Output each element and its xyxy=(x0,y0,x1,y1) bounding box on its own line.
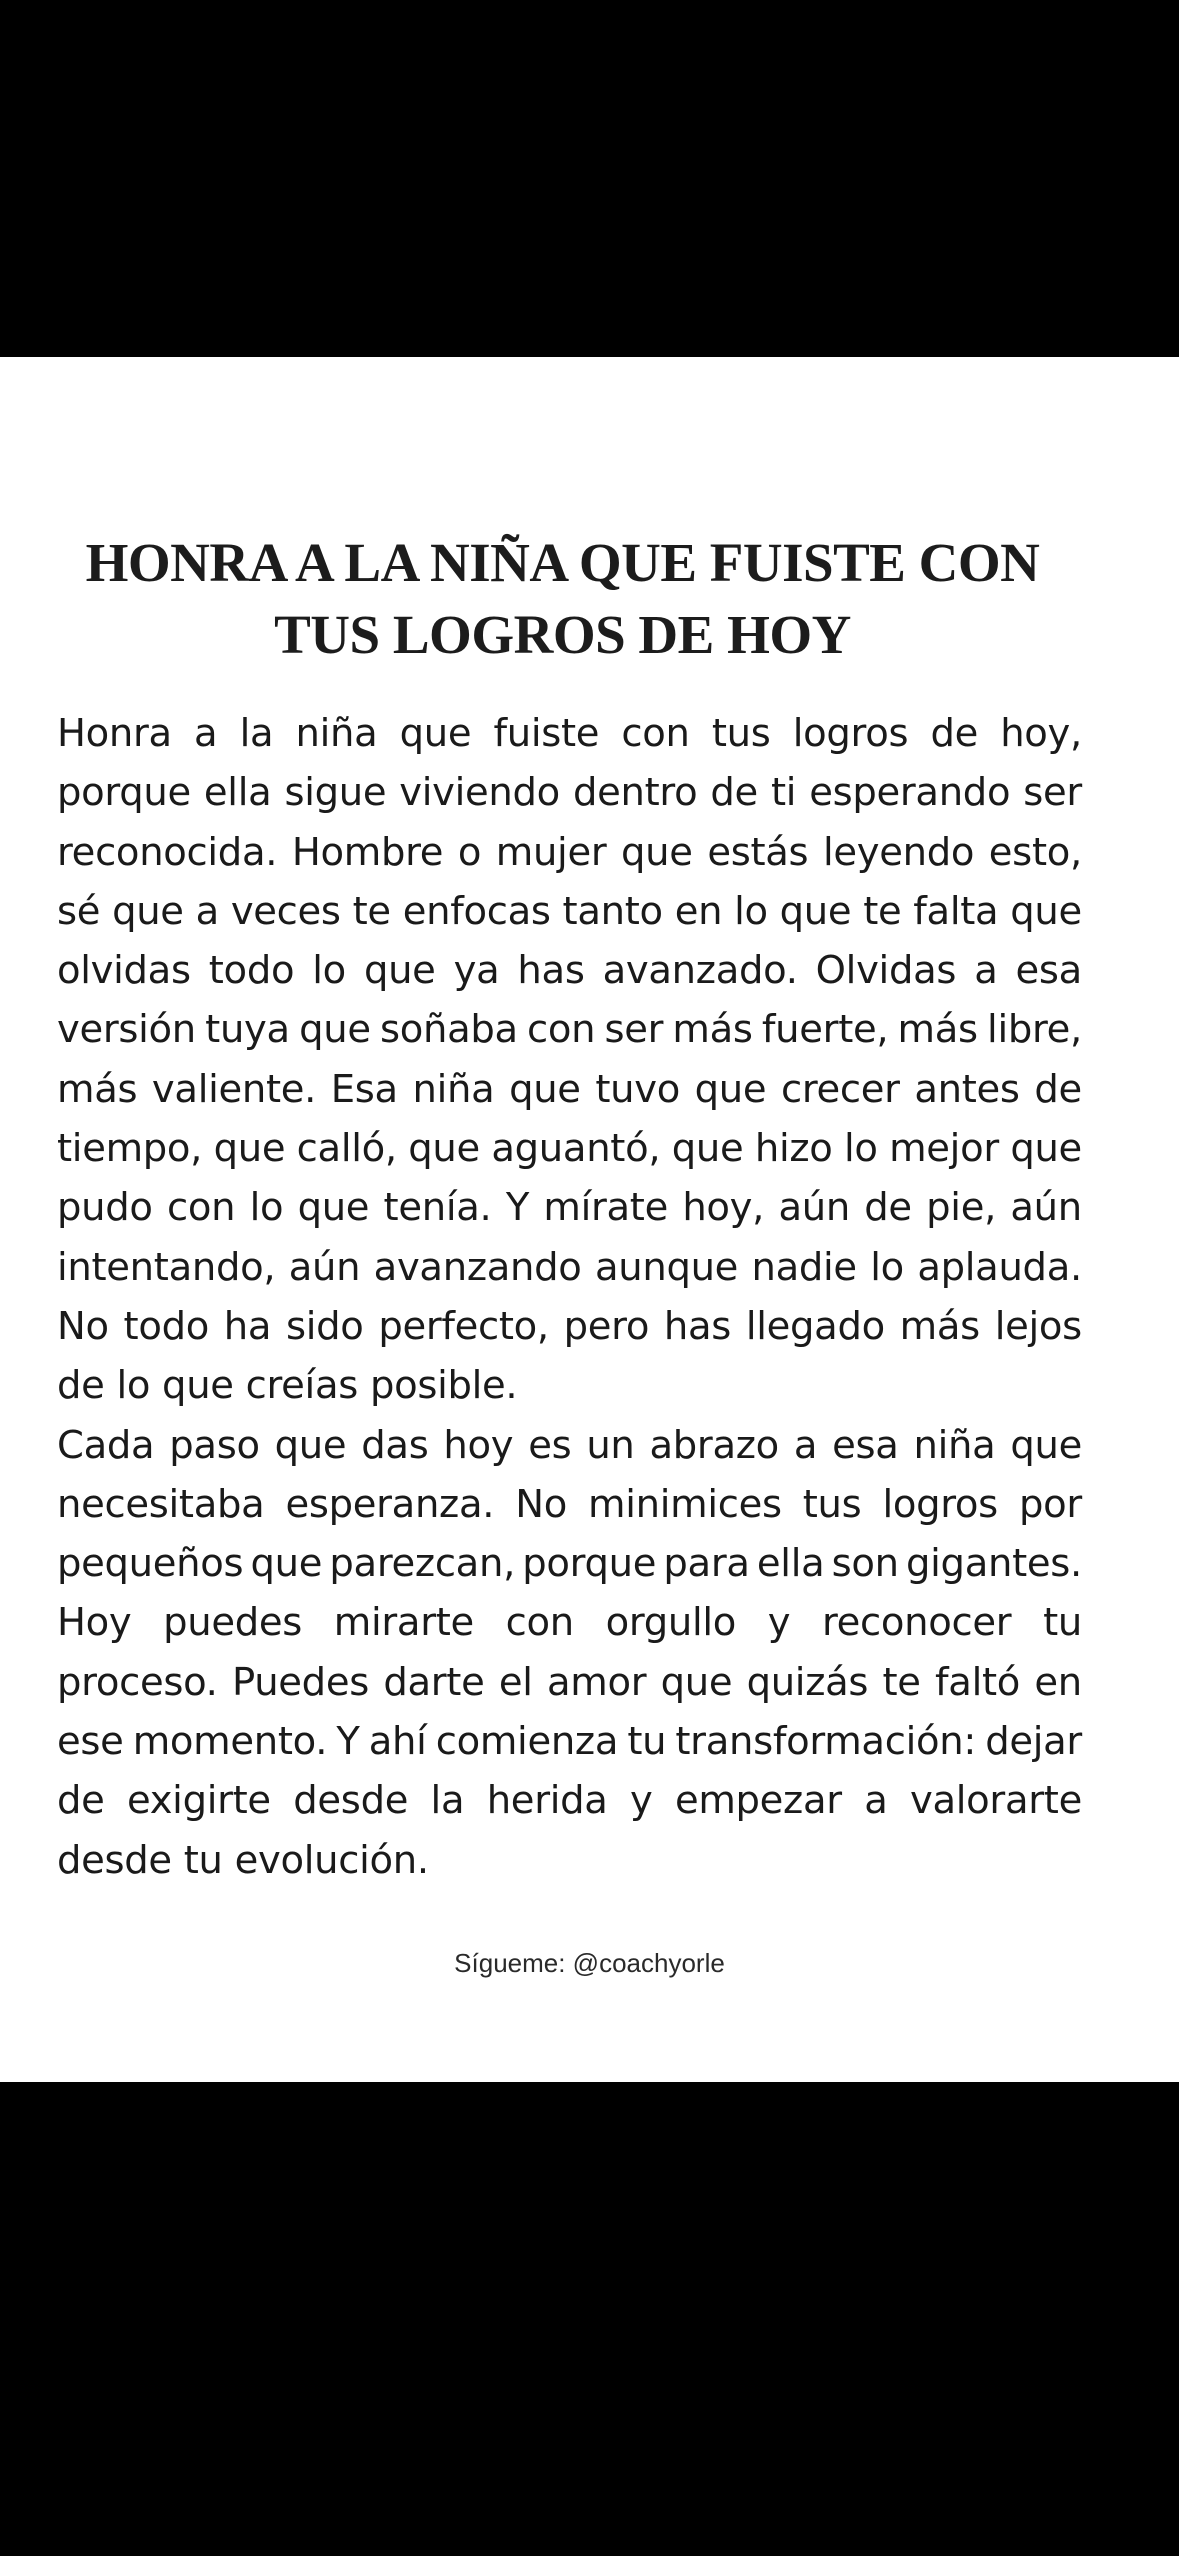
text-line: olvidas todo lo que ya has avanzado. Olvidas a esa xyxy=(57,948,1082,994)
text-line: porque ella sigue viviendo dentro de ti esperando ser xyxy=(57,770,1082,816)
title-line: TUS LOGROS DE HOY xyxy=(274,604,851,665)
text-line: pequeños que parezcan, porque para ella son gigantes. xyxy=(57,1541,1082,1587)
text-line: desde tu evolución. xyxy=(57,1837,429,1883)
title-line: HONRA A LA NIÑA QUE FUISTE CON xyxy=(85,532,1040,593)
text-line: Hoy puedes mirarte con orgullo y reconocer tu xyxy=(57,1600,1082,1646)
paragraph xyxy=(57,1416,1082,1890)
text-line: Honra a la niña que fuiste con tus logros de hoy, xyxy=(57,711,1082,756)
text-line: ese momento. Y ahí comienza tu transformación: dejar xyxy=(57,1719,1082,1765)
text-line: sé que a veces te enfocas tanto en lo que te falta que xyxy=(57,888,1082,934)
text-line: intentando, aún avanzando aunque nadie lo aplauda. xyxy=(57,1244,1082,1290)
text-line: proceso. Puedes darte el amor que quizás te faltó en xyxy=(57,1659,1082,1705)
paragraph xyxy=(57,704,1082,1416)
footer-handle: Sígueme: @coachyorle xyxy=(454,1948,725,1978)
post-image xyxy=(0,357,1179,2082)
text-line: No todo ha sido perfecto, pero has llegado más lejos xyxy=(57,1303,1082,1349)
text-line: versión tuya que soñaba con ser más fuerte, más libre, xyxy=(57,1007,1082,1053)
text-line: necesitaba esperanza. No minimices tus logros por xyxy=(57,1481,1082,1527)
text-line: Cada paso que das hoy es un abrazo a esa niña que xyxy=(57,1422,1082,1468)
post-body xyxy=(57,704,1082,1890)
text-line: reconocida. Hombre o mujer que estás leyendo esto, xyxy=(57,829,1082,875)
text-line: de exigirte desde la herida y empezar a valorarte xyxy=(57,1778,1082,1824)
text-line: tiempo, que calló, que aguantó, que hizo lo mejor que xyxy=(57,1126,1082,1172)
text-line: más valiente. Esa niña que tuvo que crecer antes de xyxy=(57,1066,1082,1112)
text-line: pudo con lo que tenía. Y mírate hoy, aún de pie, aún xyxy=(57,1185,1082,1231)
text-line: de lo que creías posible. xyxy=(57,1363,518,1409)
post-title xyxy=(50,527,1075,671)
